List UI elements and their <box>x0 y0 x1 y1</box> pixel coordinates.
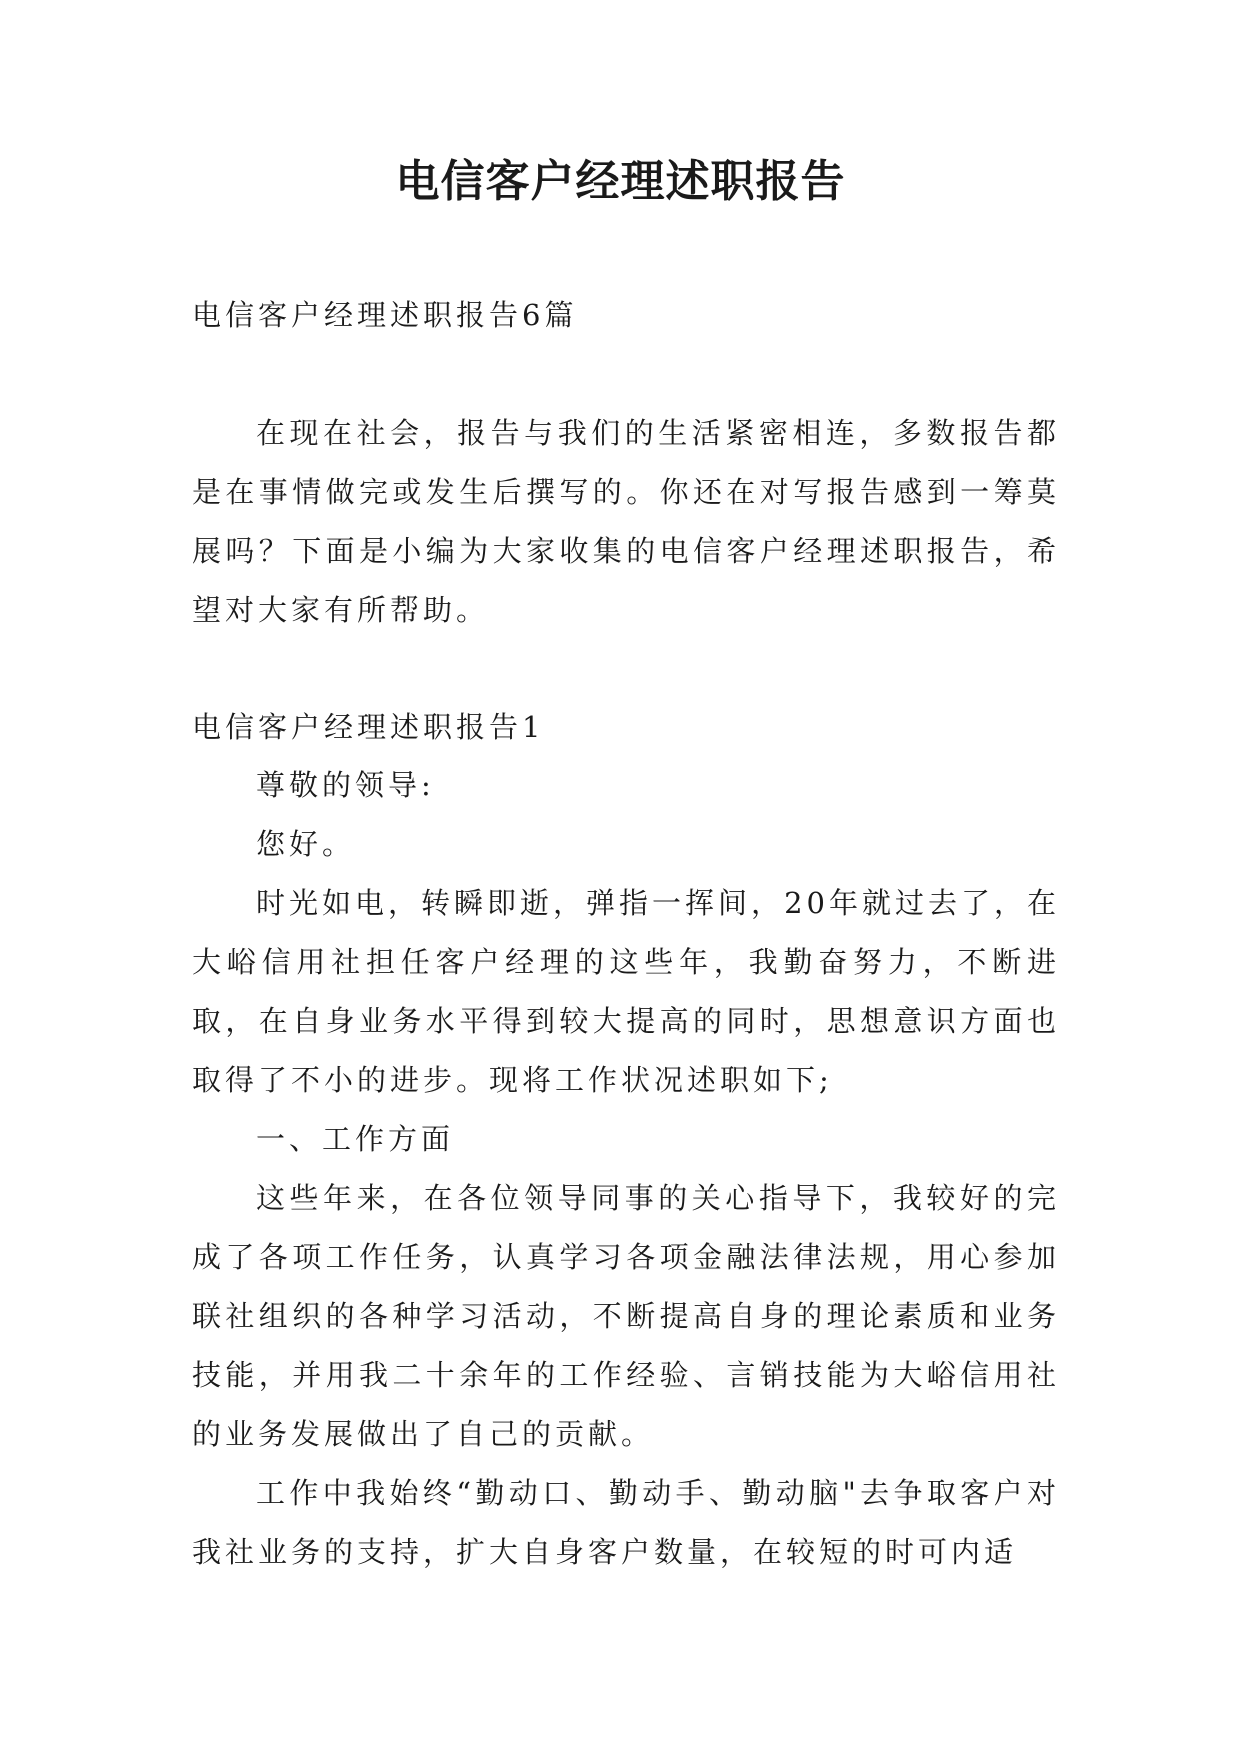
document-subtitle: 电信客户经理述职报告6篇 <box>192 298 578 332</box>
section-title: 电信客户经理述职报告1 <box>192 710 545 744</box>
salutation: 尊敬的领导: <box>256 768 435 802</box>
paragraph-2: 这些年来，在各位领导同事的关心指导下，我较好的完成了各项工作任务，认真学习各项金融法律法规，用心参加联社组织的各种学习活动，不断提高自身的理论素质和业务技能，并用我二十余年的工作经验、言销技能为大峪信用社的业务发展做出了自己的贡献。 <box>192 1181 1060 1451</box>
subheading-work: 一、工作方面 <box>256 1122 455 1156</box>
intro-paragraph: 在现在社会，报告与我们的生活紧密相连，多数报告都是在事情做完或发生后撰写的。你还在对写报告感到一筹莫展吗？下面是小编为大家收集的电信客户经理述职报告，希望对大家有所帮助。 <box>192 416 1060 627</box>
document-title: 电信客户经理述职报告 <box>395 156 846 207</box>
paragraph-3: 工作中我始终“勤动口、勤动手、勤动脑"去争取客户对我社业务的支持，扩大自身客户数量，在较短的时可内适 <box>192 1476 1060 1569</box>
paragraph-1: 时光如电，转瞬即逝，弹指一挥间，20年就过去了，在大峪信用社担任客户经理的这些年，我勤奋努力，不断进取，在自身业务水平得到较大提高的同时，思想意识方面也取得了不小的进步。现将工作状况述职如下; <box>192 886 1060 1097</box>
greeting: 您好。 <box>256 827 356 861</box>
